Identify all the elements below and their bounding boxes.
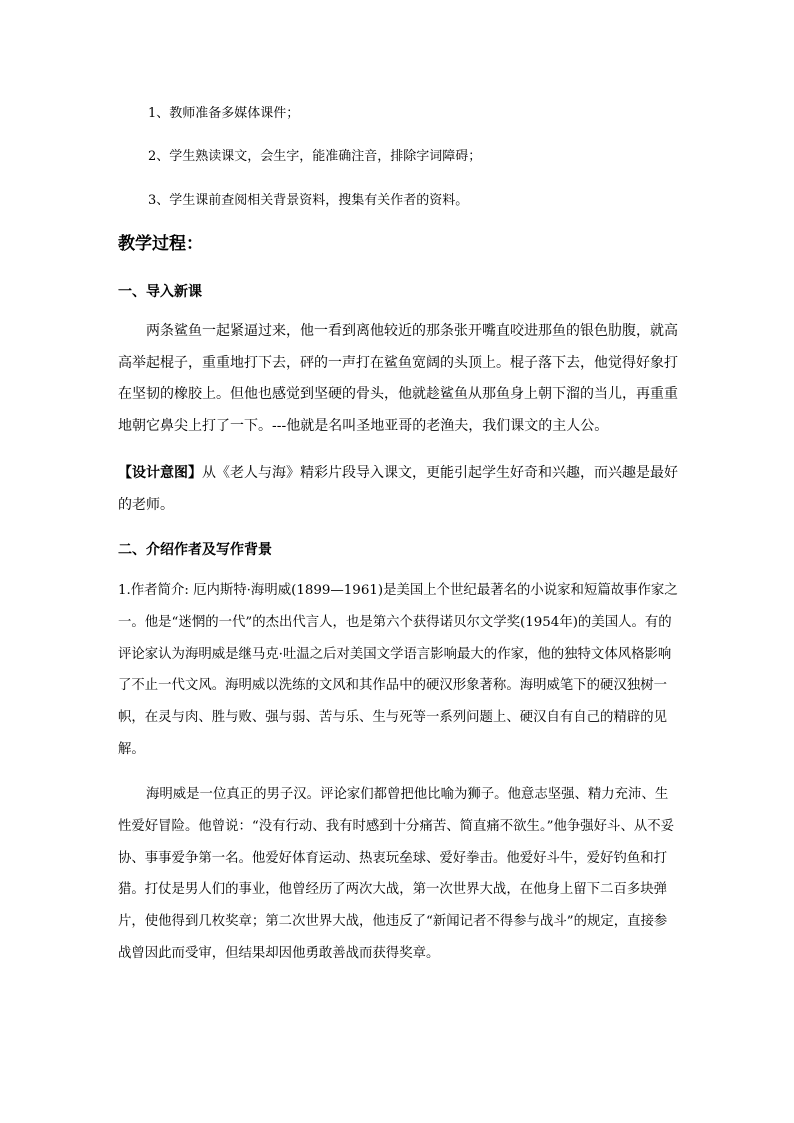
design-intent-paragraph: [118, 458, 678, 521]
section-1-heading: 一、导入新课: [118, 284, 202, 300]
design-intent-label: 【设计意图】: [118, 465, 202, 481]
design-intent-text: 从《老人与海》精彩片段导入课文，更能引起学生好奇和兴趣，而兴趣是最好的老师。: [118, 465, 678, 513]
teaching-process-heading: 教学过程：: [118, 234, 203, 254]
author-intro-paragraph: 1.作者简介: 厄内斯特·海明威(1899—1961)是美国上个世纪最著名的小说家和短篇故事作家之一。他是“迷惘的一代”的杰出代言人，也是第六个获得诺贝尔文学奖(1954年)的美国人。有的评论家认为海明威是继马克·吐温之后对美国文学语言影响最大的作家，他的独特文体风格影响了不止一代文风。海明威以洗练的文风和其作品中的硬汉形象著称。海明威笔下的硬汉独树一帜，在灵与肉、胜与败、强与弱、苦与乐、生与死等一系列问题上、硬汉自有自己的精辟的见解。: [118, 583, 678, 757]
section-2-heading: 二、介绍作者及写作背景: [118, 542, 272, 558]
prep-item-2: 2、学生熟读课文，会生字，能准确注音，排除字词障碍；: [148, 149, 482, 164]
section-1-paragraph: 两条鲨鱼一起紧逼过来，他一看到离他较近的那条张开嘴直咬进那鱼的银色肋腹，就高高举起棍子，重重地打下去，砰的一声打在鲨鱼宽阔的头顶上。棍子落下去，他觉得好象打在坚韧的橡胶上。但他也感觉到坚硬的骨头，他就趁鲨鱼从那鱼身上朝下溜的当儿，再重重地朝它鼻尖上打了一下。---他就是名叫圣地亚哥的老渔夫，我们课文的主人公。: [118, 323, 678, 434]
prep-item-1: 1、教师准备多媒体课件；: [148, 106, 300, 121]
prep-item-3: 3、学生课前查阅相关背景资料，搜集有关作者的资料。: [148, 193, 469, 208]
hemingway-character-paragraph: 海明威是一位真正的男子汉。评论家们都曾把他比喻为狮子。他意志坚强、精力充沛、生性爱好冒险。他曾说：“没有行动、我有时感到十分痛苦、简直痛不欲生。”他争强好斗、从不妥协、事事爱争第一名。他爱好体育运动、热衷玩垒球、爱好拳击。他爱好斗牛，爱好钓鱼和打猎。打仗是男人们的事业，他曾经历了两次大战，第一次世界大战，在他身上留下二百多块弹片，使他得到几枚奖章；第二次世界大战，他违反了“新闻记者不得参与战斗”的规定，直接参战曾因此而受审，但结果却因他勇敢善战而获得奖章。: [118, 787, 675, 961]
